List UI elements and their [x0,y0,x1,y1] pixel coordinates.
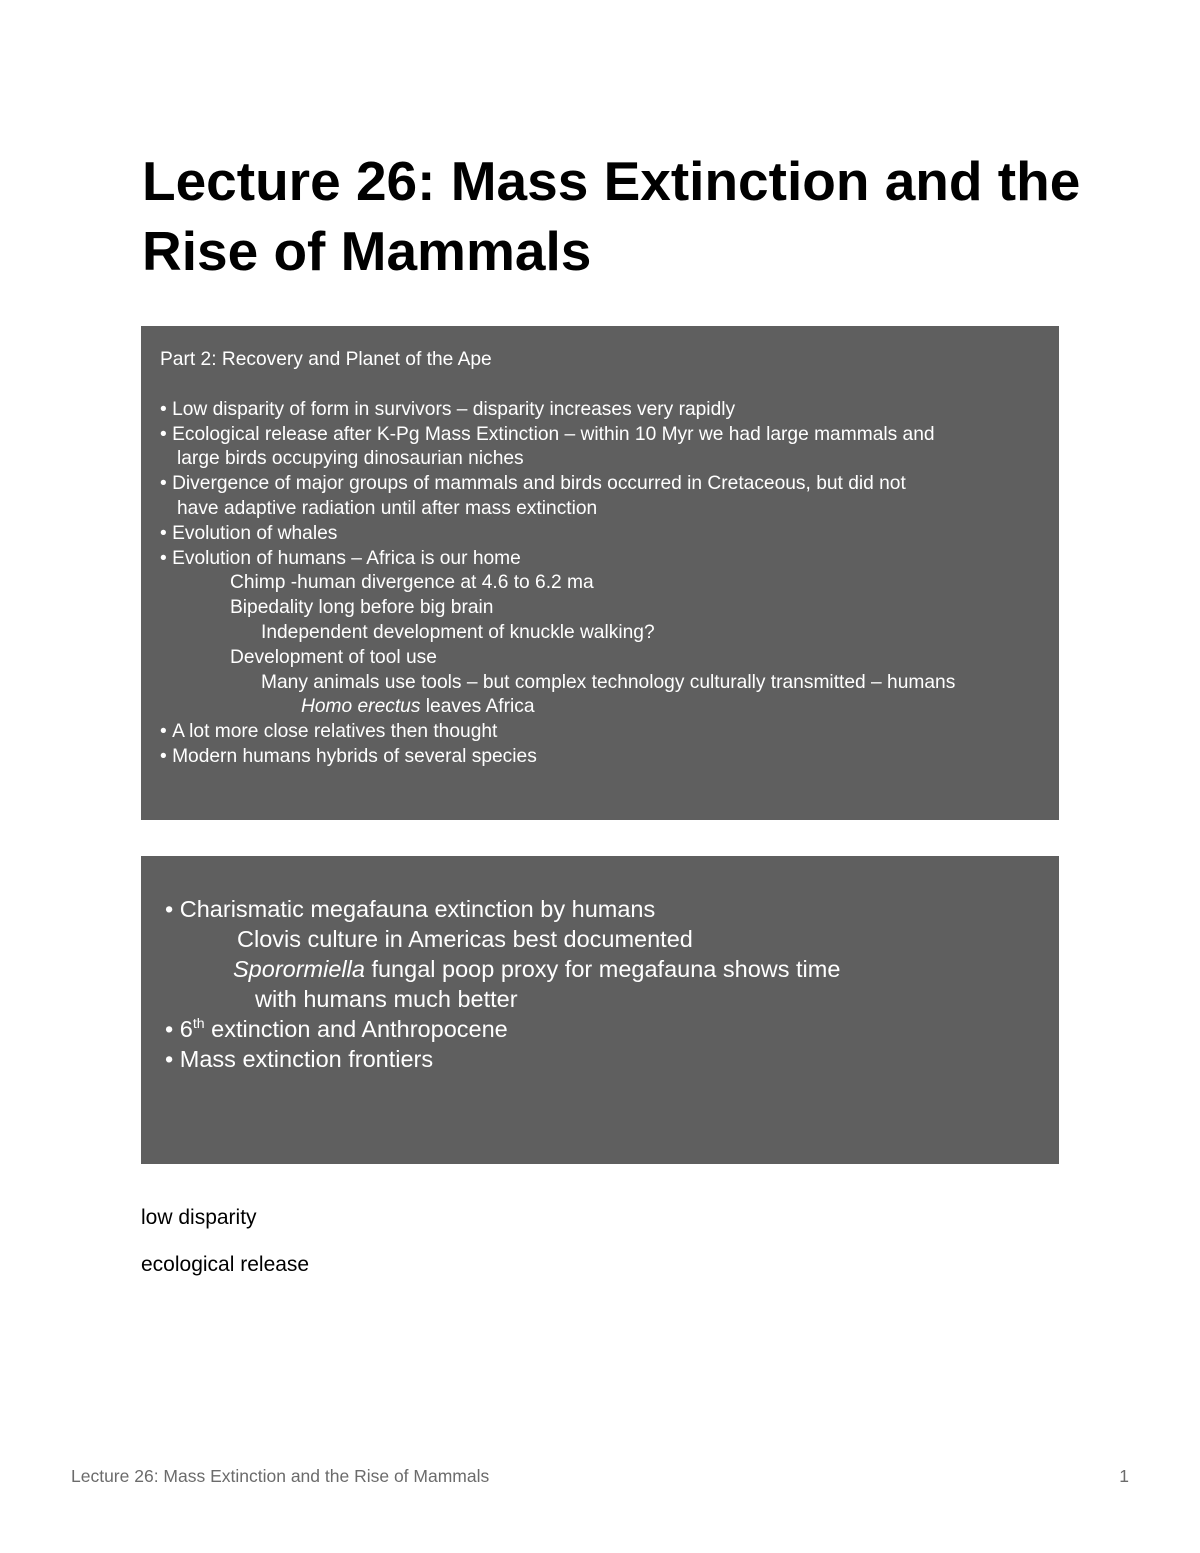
sub-sporormiella-text: fungal poop proxy for megafauna shows time [364,956,841,982]
sub-sporormiella [165,954,1059,984]
slide-image-megafauna [141,856,1059,1164]
bullet-low-disparity: • Low disparity of form in survivors – disparity increases very rapidly [160,398,1059,423]
slide-heading: Part 2: Recovery and Planet of the Ape [160,349,492,370]
bullet-close-relatives: • A lot more close relatives then thought [160,720,1059,745]
sub-tool-use: Development of tool use [230,646,437,668]
bullet-divergence: • Divergence of major groups of mammals and birds occurred in Cretaceous, but did not [160,472,1059,497]
bullet-sixth-extinction [165,1014,1059,1044]
ordinal-number: 6 [179,1016,193,1042]
bullet-humans: • Evolution of humans – Africa is our home [160,547,1059,572]
bullet-ecological-release-cont: large birds occupying dinosaurian niches [177,448,524,470]
bullet-megafauna: • Charismatic megafauna extinction by humans [165,894,1059,924]
sub-animals-tools: Many animals use tools – but complex technology culturally transmitted – humans [261,671,956,693]
genus-name: Sporormiella [233,956,365,982]
bullet-whales: • Evolution of whales [160,522,1059,547]
page-title: Lecture 26: Mass Extinction and the Rise of Mammals [142,150,1081,282]
footer-title: Lecture 26: Mass Extinction and the Rise of Mammals [71,1466,490,1486]
sub-sporormiella-cont: with humans much better [255,986,518,1012]
bullet-ecological-release: • Ecological release after K-Pg Mass Extinction – within 10 Myr we had large mammals and [160,423,1059,448]
sub-knuckle-walking: Independent development of knuckle walking? [261,621,655,643]
sub-homo-erectus [160,695,1059,720]
slide-image-recovery [141,326,1059,820]
note-low-disparity: low disparity [141,1206,257,1229]
sixth-extinction-text: extinction and Anthropocene [204,1016,508,1042]
bullet-divergence-cont: have adaptive radiation until after mass extinction [177,497,598,519]
sub-clovis: Clovis culture in Americas best documented [237,926,693,952]
bullet-frontiers: • Mass extinction frontiers [165,1044,1059,1074]
page-number: 1 [1119,1466,1129,1486]
bullet-hybrids: • Modern humans hybrids of several species [160,745,1059,770]
sub-bipedality: Bipedality long before big brain [230,597,494,619]
sub-chimp-human: Chimp -human divergence at 4.6 to 6.2 ma [230,572,594,594]
ordinal-suffix: th [192,1015,205,1032]
species-name: Homo erectus [301,696,421,718]
note-ecological-release: ecological release [141,1253,310,1276]
sub-homo-erectus-text: leaves Africa [420,696,535,718]
